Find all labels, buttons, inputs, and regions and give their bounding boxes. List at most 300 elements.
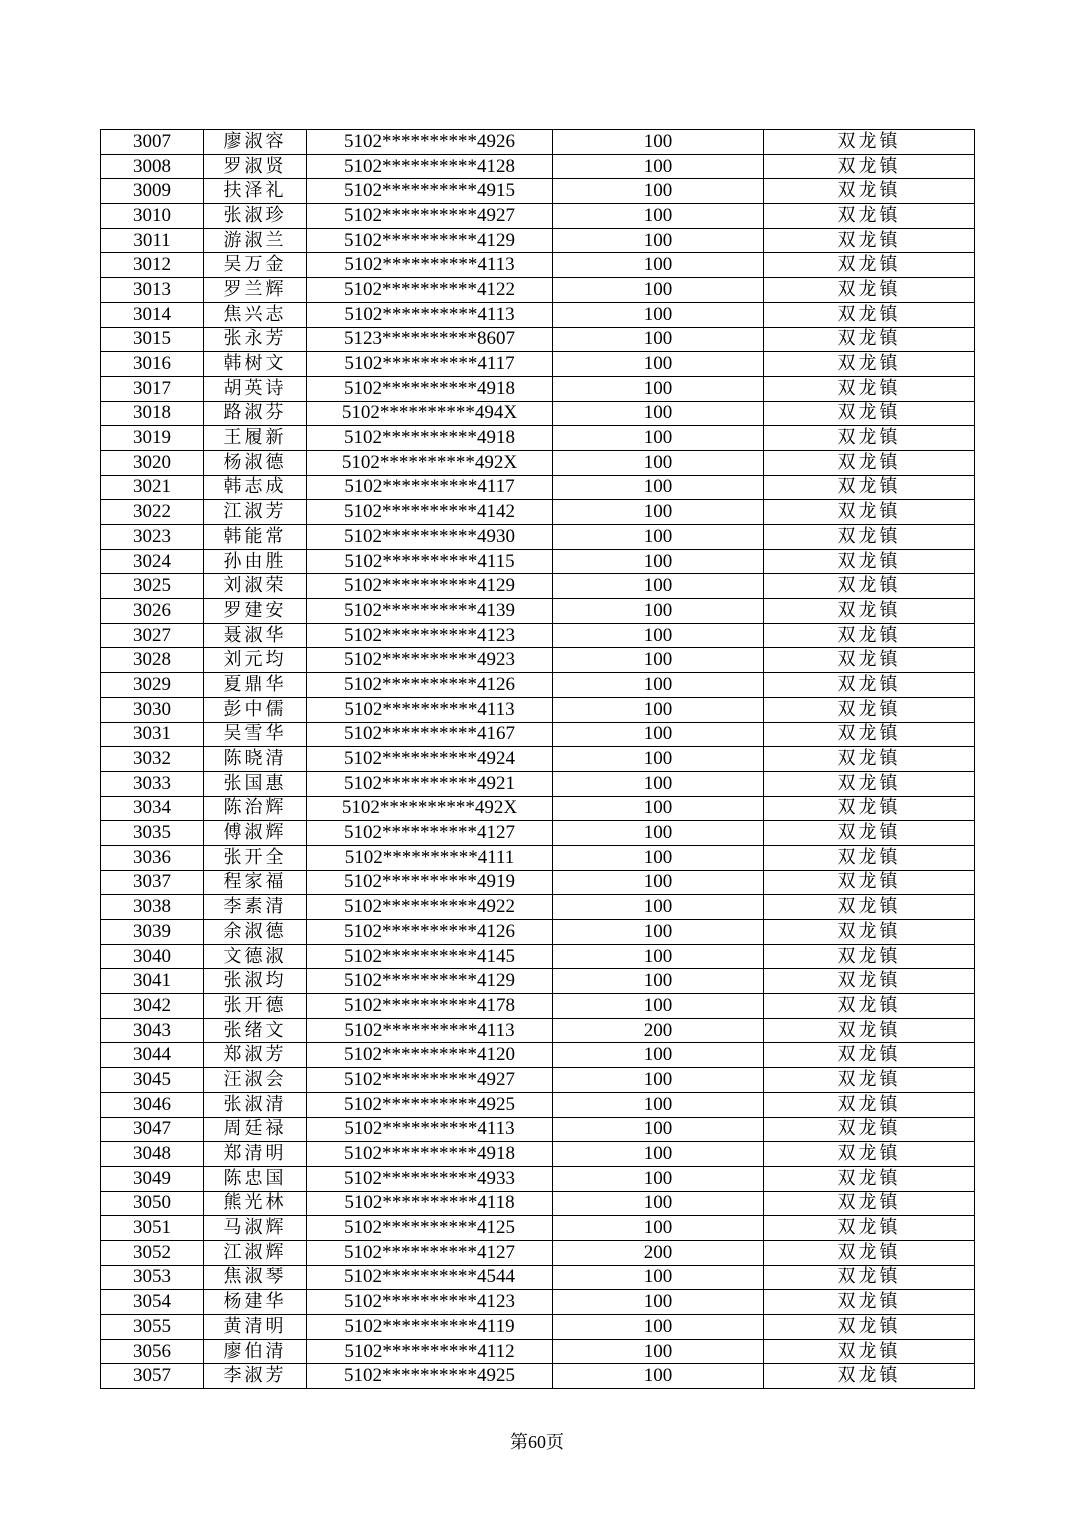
amount-cell: 100 [553,1315,764,1340]
name-cell: 傅淑辉 [204,821,307,846]
town-cell: 双龙镇 [764,228,975,253]
id-number-cell: 5102**********4927 [307,204,553,229]
table-row [101,327,975,352]
amount-cell: 100 [553,697,764,722]
seq-cell: 3019 [101,426,204,451]
amount-cell: 100 [553,154,764,179]
town-cell: 双龙镇 [764,302,975,327]
amount-cell: 100 [553,228,764,253]
id-number-cell: 5102**********4923 [307,648,553,673]
table-row [101,1315,975,1340]
town-cell: 双龙镇 [764,549,975,574]
town-cell: 双龙镇 [764,1290,975,1315]
table-row [101,1290,975,1315]
seq-cell: 3009 [101,179,204,204]
id-number-cell: 5102**********4118 [307,1191,553,1216]
id-number-cell: 5102**********4113 [307,253,553,278]
table-row [101,895,975,920]
amount-cell: 100 [553,1290,764,1315]
amount-cell: 100 [553,673,764,698]
name-cell: 聂淑华 [204,623,307,648]
seq-cell: 3055 [101,1315,204,1340]
name-cell: 吴雪华 [204,722,307,747]
town-cell: 双龙镇 [764,673,975,698]
town-cell: 双龙镇 [764,1339,975,1364]
name-cell: 焦淑琴 [204,1265,307,1290]
seq-cell: 3041 [101,969,204,994]
town-cell: 双龙镇 [764,1018,975,1043]
amount-cell: 100 [553,1191,764,1216]
seq-cell: 3017 [101,376,204,401]
seq-cell: 3050 [101,1191,204,1216]
amount-cell: 100 [553,574,764,599]
id-number-cell: 5102**********4120 [307,1043,553,1068]
town-cell: 双龙镇 [764,1142,975,1167]
table-row [101,549,975,574]
id-number-cell: 5102**********4123 [307,623,553,648]
town-cell: 双龙镇 [764,796,975,821]
seq-cell: 3014 [101,302,204,327]
amount-cell: 100 [553,722,764,747]
table-row [101,1191,975,1216]
table-row [101,376,975,401]
seq-cell: 3046 [101,1092,204,1117]
town-cell: 双龙镇 [764,401,975,426]
amount-cell: 100 [553,253,764,278]
name-cell: 周廷禄 [204,1117,307,1142]
amount-cell: 100 [553,845,764,870]
table-row [101,1142,975,1167]
table-row [101,1068,975,1093]
table-body [101,130,975,1389]
seq-cell: 3045 [101,1068,204,1093]
town-cell: 双龙镇 [764,771,975,796]
id-number-cell: 5102**********4139 [307,599,553,624]
table-row [101,1092,975,1117]
id-number-cell: 5102**********4924 [307,747,553,772]
table-row [101,204,975,229]
id-number-cell: 5102**********4126 [307,920,553,945]
seq-cell: 3016 [101,352,204,377]
town-cell: 双龙镇 [764,253,975,278]
town-cell: 双龙镇 [764,1265,975,1290]
amount-cell: 100 [553,450,764,475]
amount-cell: 100 [553,278,764,303]
amount-cell: 100 [553,895,764,920]
name-cell: 吴万金 [204,253,307,278]
name-cell: 张开德 [204,994,307,1019]
name-cell: 游淑兰 [204,228,307,253]
amount-cell: 100 [553,796,764,821]
id-number-cell: 5102**********4145 [307,944,553,969]
town-cell: 双龙镇 [764,697,975,722]
seq-cell: 3024 [101,549,204,574]
table-row [101,426,975,451]
seq-cell: 3023 [101,525,204,550]
table-row [101,1240,975,1265]
id-number-cell: 5102**********4128 [307,154,553,179]
id-number-cell: 5102**********4127 [307,821,553,846]
town-cell: 双龙镇 [764,1166,975,1191]
town-cell: 双龙镇 [764,1191,975,1216]
seq-cell: 3037 [101,870,204,895]
seq-cell: 3043 [101,1018,204,1043]
id-number-cell: 5102**********492X [307,796,553,821]
town-cell: 双龙镇 [764,376,975,401]
amount-cell: 100 [553,426,764,451]
table-row [101,154,975,179]
town-cell: 双龙镇 [764,1068,975,1093]
table-row [101,994,975,1019]
table-row [101,1216,975,1241]
seq-cell: 3044 [101,1043,204,1068]
name-cell: 韩能常 [204,525,307,550]
table-row [101,648,975,673]
id-number-cell: 5102**********4918 [307,426,553,451]
name-cell: 陈治辉 [204,796,307,821]
id-number-cell: 5102**********4178 [307,994,553,1019]
seq-cell: 3047 [101,1117,204,1142]
name-cell: 陈晓清 [204,747,307,772]
id-number-cell: 5102**********4111 [307,845,553,870]
id-number-cell: 5102**********4119 [307,1315,553,1340]
amount-cell: 100 [553,1339,764,1364]
seq-cell: 3052 [101,1240,204,1265]
amount-cell: 100 [553,204,764,229]
recipient-table [100,129,975,1389]
town-cell: 双龙镇 [764,599,975,624]
seq-cell: 3008 [101,154,204,179]
town-cell: 双龙镇 [764,154,975,179]
amount-cell: 100 [553,179,764,204]
id-number-cell: 5102**********4925 [307,1092,553,1117]
table-row [101,845,975,870]
id-number-cell: 5102**********4113 [307,1018,553,1043]
table-row [101,920,975,945]
table-row [101,1265,975,1290]
name-cell: 马淑辉 [204,1216,307,1241]
seq-cell: 3027 [101,623,204,648]
table-row [101,796,975,821]
table-row [101,253,975,278]
id-number-cell: 5102**********4113 [307,302,553,327]
seq-cell: 3021 [101,475,204,500]
seq-cell: 3053 [101,1265,204,1290]
town-cell: 双龙镇 [764,920,975,945]
id-number-cell: 5102**********4544 [307,1265,553,1290]
id-number-cell: 5123**********8607 [307,327,553,352]
amount-cell: 100 [553,648,764,673]
id-number-cell: 5102**********4113 [307,1117,553,1142]
id-number-cell: 5102**********4167 [307,722,553,747]
seq-cell: 3056 [101,1339,204,1364]
id-number-cell: 5102**********4922 [307,895,553,920]
seq-cell: 3051 [101,1216,204,1241]
name-cell: 张淑均 [204,969,307,994]
name-cell: 黄清明 [204,1315,307,1340]
name-cell: 罗淑贤 [204,154,307,179]
town-cell: 双龙镇 [764,278,975,303]
amount-cell: 100 [553,475,764,500]
seq-cell: 3030 [101,697,204,722]
id-number-cell: 5102**********4927 [307,1068,553,1093]
id-number-cell: 5102**********4122 [307,278,553,303]
amount-cell: 100 [553,1216,764,1241]
town-cell: 双龙镇 [764,1240,975,1265]
seq-cell: 3015 [101,327,204,352]
amount-cell: 100 [553,1092,764,1117]
table-row [101,278,975,303]
table-row [101,673,975,698]
seq-cell: 3040 [101,944,204,969]
id-number-cell: 5102**********4919 [307,870,553,895]
name-cell: 郑淑芳 [204,1043,307,1068]
id-number-cell: 5102**********4926 [307,130,553,155]
id-number-cell: 5102**********4123 [307,1290,553,1315]
name-cell: 杨建华 [204,1290,307,1315]
id-number-cell: 5102**********4117 [307,475,553,500]
name-cell: 江淑芳 [204,500,307,525]
amount-cell: 100 [553,1364,764,1389]
name-cell: 李素清 [204,895,307,920]
table-row [101,1364,975,1389]
name-cell: 张淑珍 [204,204,307,229]
town-cell: 双龙镇 [764,895,975,920]
table-row [101,771,975,796]
town-cell: 双龙镇 [764,870,975,895]
table-row [101,401,975,426]
table-row [101,1043,975,1068]
town-cell: 双龙镇 [764,994,975,1019]
id-number-cell: 5102**********4117 [307,352,553,377]
town-cell: 双龙镇 [764,821,975,846]
town-cell: 双龙镇 [764,944,975,969]
amount-cell: 100 [553,401,764,426]
id-number-cell: 5102**********4127 [307,1240,553,1265]
name-cell: 彭中儒 [204,697,307,722]
seq-cell: 3048 [101,1142,204,1167]
name-cell: 夏鼎华 [204,673,307,698]
town-cell: 双龙镇 [764,722,975,747]
name-cell: 韩志成 [204,475,307,500]
seq-cell: 3010 [101,204,204,229]
table-row [101,1018,975,1043]
amount-cell: 100 [553,771,764,796]
id-number-cell: 5102**********4930 [307,525,553,550]
name-cell: 张国惠 [204,771,307,796]
id-number-cell: 5102**********492X [307,450,553,475]
seq-cell: 3033 [101,771,204,796]
seq-cell: 3025 [101,574,204,599]
name-cell: 张永芳 [204,327,307,352]
town-cell: 双龙镇 [764,648,975,673]
table-row [101,1339,975,1364]
town-cell: 双龙镇 [764,450,975,475]
page-number: 第60页 [510,1432,564,1452]
seq-cell: 3007 [101,130,204,155]
amount-cell: 200 [553,1240,764,1265]
amount-cell: 100 [553,920,764,945]
seq-cell: 3018 [101,401,204,426]
amount-cell: 100 [553,1166,764,1191]
table-row [101,1117,975,1142]
table-row [101,228,975,253]
name-cell: 李淑芳 [204,1364,307,1389]
name-cell: 陈忠国 [204,1166,307,1191]
amount-cell: 100 [553,549,764,574]
id-number-cell: 5102**********4115 [307,549,553,574]
table-row [101,352,975,377]
seq-cell: 3049 [101,1166,204,1191]
town-cell: 双龙镇 [764,500,975,525]
amount-cell: 100 [553,302,764,327]
name-cell: 杨淑德 [204,450,307,475]
table-row [101,599,975,624]
table-row [101,450,975,475]
seq-cell: 3054 [101,1290,204,1315]
amount-cell: 100 [553,130,764,155]
table-row [101,130,975,155]
seq-cell: 3028 [101,648,204,673]
town-cell: 双龙镇 [764,1216,975,1241]
town-cell: 双龙镇 [764,747,975,772]
amount-cell: 100 [553,1142,764,1167]
name-cell: 余淑德 [204,920,307,945]
town-cell: 双龙镇 [764,1117,975,1142]
name-cell: 张淑清 [204,1092,307,1117]
town-cell: 双龙镇 [764,1043,975,1068]
id-number-cell: 5102**********4129 [307,574,553,599]
amount-cell: 100 [553,327,764,352]
table-row [101,697,975,722]
name-cell: 郑清明 [204,1142,307,1167]
town-cell: 双龙镇 [764,179,975,204]
table-row [101,969,975,994]
name-cell: 王履新 [204,426,307,451]
amount-cell: 100 [553,1043,764,1068]
town-cell: 双龙镇 [764,623,975,648]
id-number-cell: 5102**********494X [307,401,553,426]
amount-cell: 100 [553,599,764,624]
name-cell: 张绪文 [204,1018,307,1043]
seq-cell: 3031 [101,722,204,747]
name-cell: 廖淑容 [204,130,307,155]
id-number-cell: 5102**********4925 [307,1364,553,1389]
seq-cell: 3013 [101,278,204,303]
seq-cell: 3022 [101,500,204,525]
town-cell: 双龙镇 [764,475,975,500]
id-number-cell: 5102**********4112 [307,1339,553,1364]
town-cell: 双龙镇 [764,969,975,994]
id-number-cell: 5102**********4129 [307,969,553,994]
town-cell: 双龙镇 [764,204,975,229]
name-cell: 熊光林 [204,1191,307,1216]
seq-cell: 3011 [101,228,204,253]
id-number-cell: 5102**********4933 [307,1166,553,1191]
table-row [101,500,975,525]
id-number-cell: 5102**********4129 [307,228,553,253]
town-cell: 双龙镇 [764,352,975,377]
table-row [101,574,975,599]
name-cell: 程家福 [204,870,307,895]
name-cell: 张开全 [204,845,307,870]
id-number-cell: 5102**********4921 [307,771,553,796]
table-row [101,302,975,327]
name-cell: 韩树文 [204,352,307,377]
name-cell: 焦兴志 [204,302,307,327]
name-cell: 胡英诗 [204,376,307,401]
amount-cell: 100 [553,1068,764,1093]
id-number-cell: 5102**********4126 [307,673,553,698]
seq-cell: 3034 [101,796,204,821]
table-row [101,525,975,550]
town-cell: 双龙镇 [764,845,975,870]
name-cell: 罗建安 [204,599,307,624]
seq-cell: 3042 [101,994,204,1019]
id-number-cell: 5102**********4142 [307,500,553,525]
town-cell: 双龙镇 [764,525,975,550]
seq-cell: 3020 [101,450,204,475]
name-cell: 罗兰辉 [204,278,307,303]
table-row [101,179,975,204]
name-cell: 扶泽礼 [204,179,307,204]
seq-cell: 3057 [101,1364,204,1389]
amount-cell: 100 [553,994,764,1019]
id-number-cell: 5102**********4113 [307,697,553,722]
name-cell: 江淑辉 [204,1240,307,1265]
amount-cell: 100 [553,1265,764,1290]
name-cell: 文德淑 [204,944,307,969]
town-cell: 双龙镇 [764,426,975,451]
amount-cell: 100 [553,525,764,550]
amount-cell: 100 [553,500,764,525]
seq-cell: 3035 [101,821,204,846]
table-row [101,747,975,772]
name-cell: 孙由胜 [204,549,307,574]
name-cell: 刘元均 [204,648,307,673]
amount-cell: 100 [553,376,764,401]
id-number-cell: 5102**********4125 [307,1216,553,1241]
town-cell: 双龙镇 [764,1315,975,1340]
table-row [101,722,975,747]
seq-cell: 3039 [101,920,204,945]
seq-cell: 3029 [101,673,204,698]
table-row [101,623,975,648]
table-row [101,1166,975,1191]
name-cell: 廖伯清 [204,1339,307,1364]
amount-cell: 100 [553,821,764,846]
id-number-cell: 5102**********4915 [307,179,553,204]
seq-cell: 3012 [101,253,204,278]
seq-cell: 3036 [101,845,204,870]
amount-cell: 100 [553,870,764,895]
name-cell: 刘淑荣 [204,574,307,599]
amount-cell: 200 [553,1018,764,1043]
amount-cell: 100 [553,969,764,994]
table-row [101,944,975,969]
seq-cell: 3038 [101,895,204,920]
town-cell: 双龙镇 [764,1092,975,1117]
amount-cell: 100 [553,1117,764,1142]
table-row [101,475,975,500]
table-row [101,821,975,846]
town-cell: 双龙镇 [764,574,975,599]
town-cell: 双龙镇 [764,1364,975,1389]
amount-cell: 100 [553,944,764,969]
seq-cell: 3032 [101,747,204,772]
amount-cell: 100 [553,623,764,648]
town-cell: 双龙镇 [764,327,975,352]
